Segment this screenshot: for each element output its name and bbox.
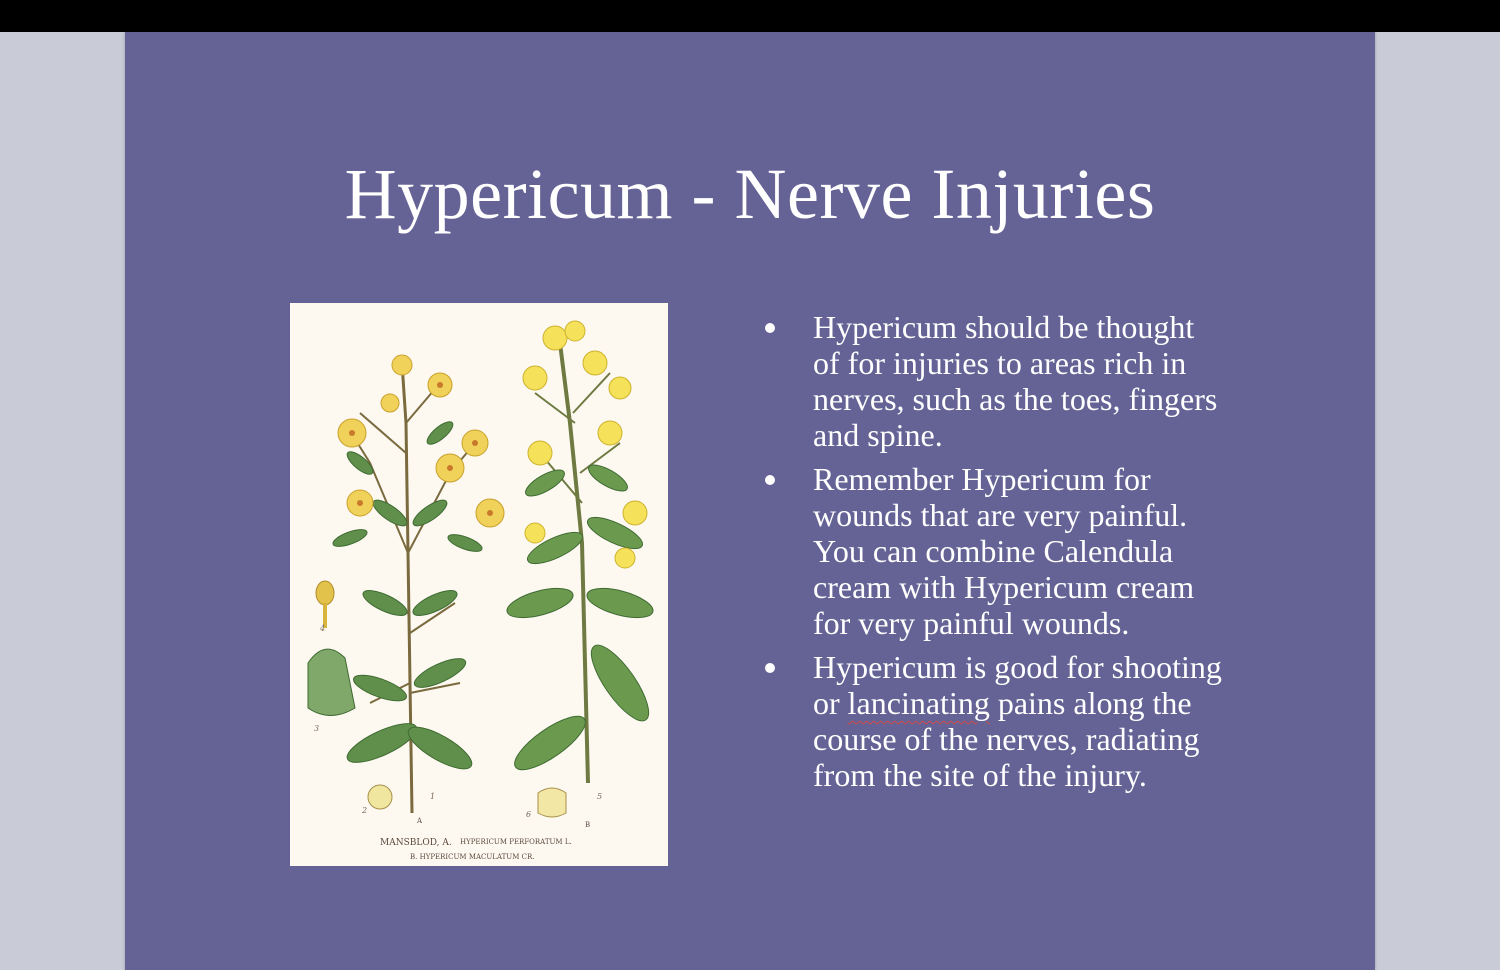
bullet-2-line-4: cream with Hypericum cream <box>813 569 1195 605</box>
bullet-dot-icon <box>765 475 775 485</box>
bullet-3-line-2-before: or <box>813 685 848 721</box>
bullet-item-2 <box>765 461 1285 641</box>
botanical-illustration <box>290 303 668 866</box>
spellcheck-flagged-word[interactable]: lancinating <box>847 685 990 721</box>
caption-line2: B. HYPERICUM MACULATUM CR. <box>410 853 535 861</box>
fig-label-4: 4 <box>320 624 326 633</box>
bullet-1-line-4: and spine. <box>813 417 943 453</box>
bullet-1-line-1: Hypericum should be thought <box>813 309 1195 345</box>
fig-label-6: 6 <box>526 810 532 819</box>
bullet-dot-icon <box>765 663 775 673</box>
bullet-1-line-3: nerves, such as the toes, fingers <box>813 381 1218 417</box>
bullet-2-line-3: You can combine Calendula <box>813 533 1174 569</box>
slide <box>125 32 1375 970</box>
fig-label-1: 1 <box>430 792 436 801</box>
bullet-2-line-5: for very painful wounds. <box>813 605 1130 641</box>
bullet-3-line-4: from the site of the injury. <box>813 757 1147 793</box>
bullet-dot-icon <box>765 323 775 333</box>
slide-title: Hypericum - Nerve Injuries <box>344 154 1156 234</box>
bullet-1-line-2: of for injuries to areas rich in <box>813 345 1187 381</box>
hypericum-plate-image <box>290 303 668 866</box>
bullet-3-line-3: course of the nerves, radiating <box>813 721 1200 757</box>
bullet-3-line-1: Hypericum is good for shooting <box>813 649 1222 685</box>
bullet-list <box>765 309 1285 801</box>
top-bar <box>0 0 1500 32</box>
caption-line1-a: MANSBLOD, A. <box>380 838 452 848</box>
caption-line1-b: HYPERICUM PERFORATUM L. <box>460 838 572 846</box>
bullet-2-line-2: wounds that are very painful. <box>813 497 1188 533</box>
plant-label-a: A <box>417 817 423 825</box>
bullet-item-3 <box>765 649 1285 793</box>
fig-label-2: 2 <box>362 806 368 815</box>
bullet-item-1 <box>765 309 1285 453</box>
fig-label-3: 3 <box>314 724 320 733</box>
plant-label-b: B <box>585 821 591 829</box>
bullet-2-line-1: Remember Hypericum for <box>813 461 1151 497</box>
fig-label-5: 5 <box>597 792 603 801</box>
bullet-3-line-2-after: pains along the <box>989 685 1192 721</box>
